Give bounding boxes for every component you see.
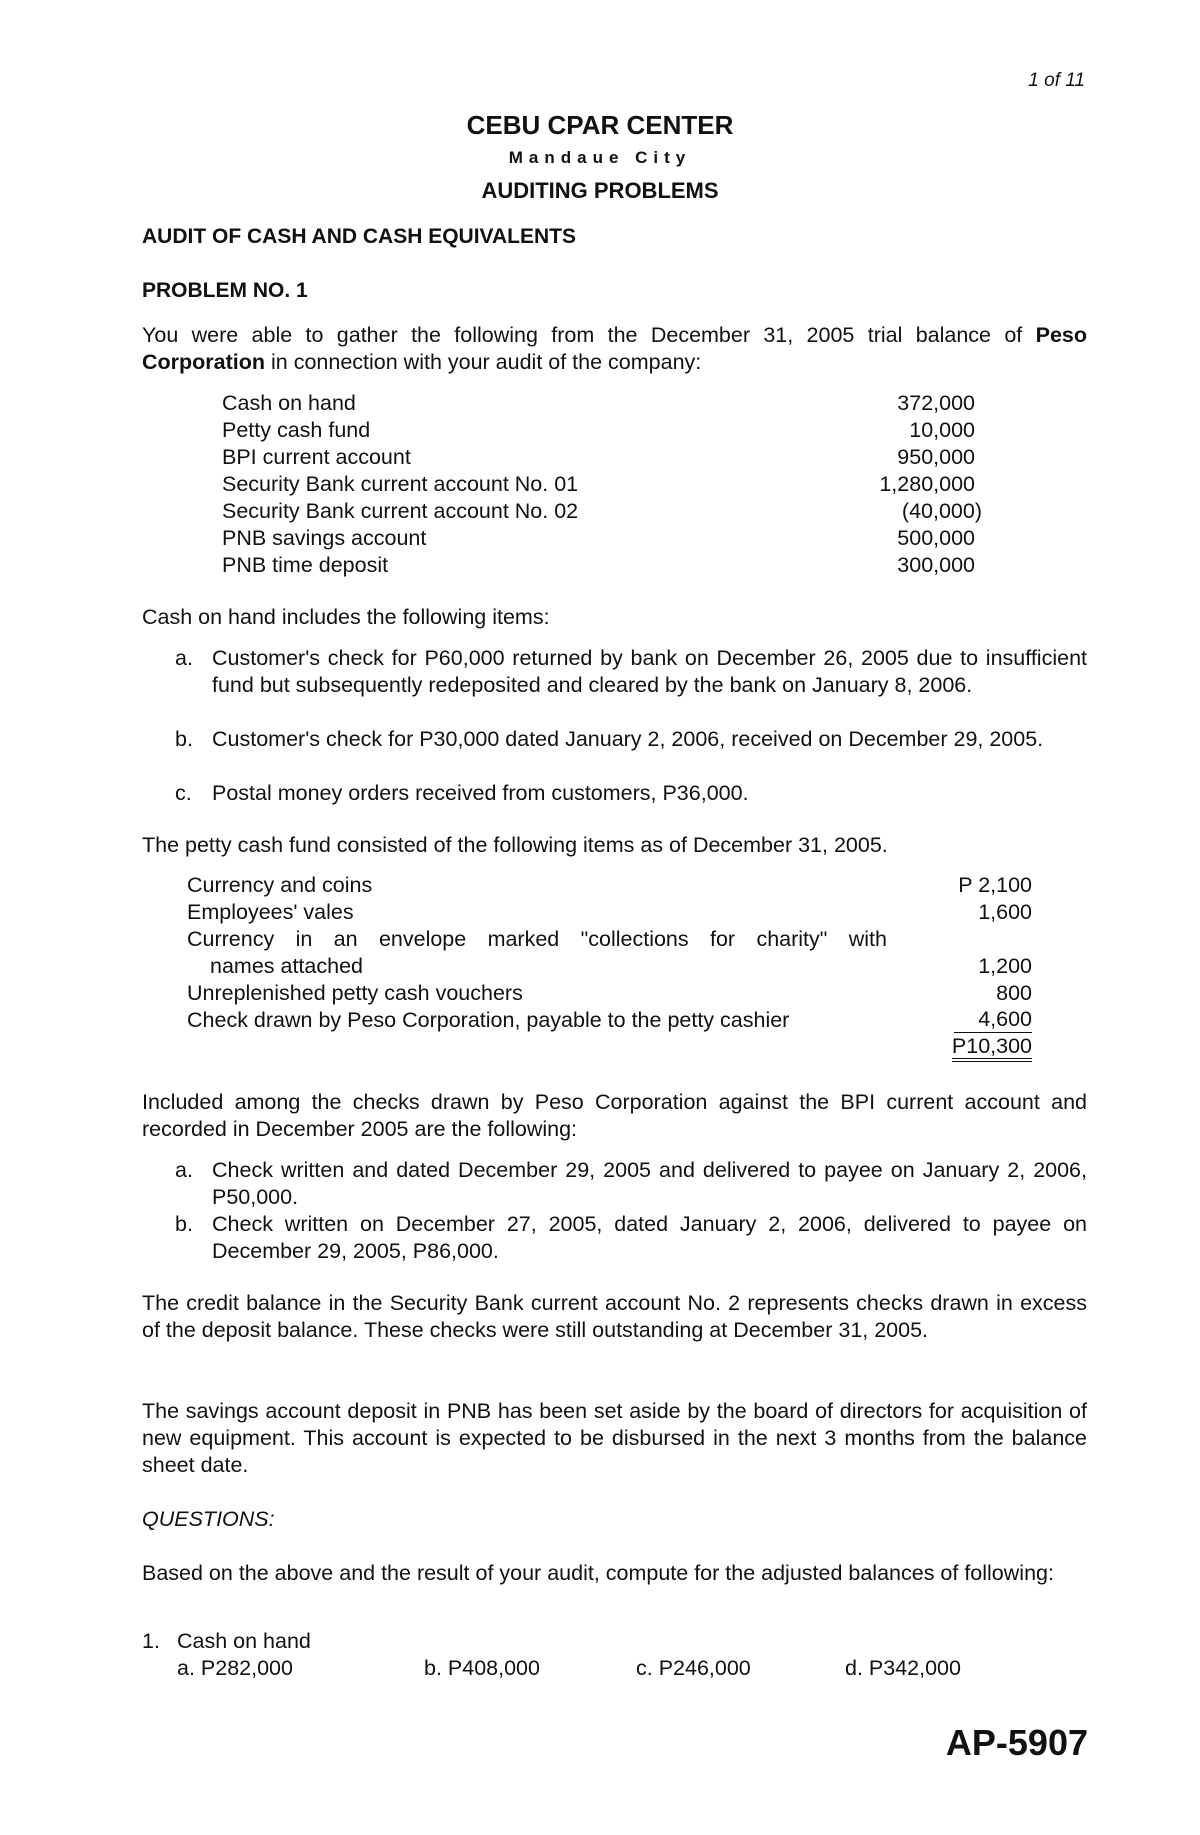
tb-amount: 500,000 xyxy=(897,526,975,550)
pc-amount: 1,200 xyxy=(978,954,1032,978)
tb-amount: 10,000 xyxy=(909,418,975,442)
tb-label: Security Bank current account No. 01 xyxy=(222,472,579,496)
pc-label: Currency and coins xyxy=(187,873,373,897)
section-title: AUDIT OF CASH AND CASH EQUIVALENTS xyxy=(142,225,577,248)
intro-after: in connection with your audit of the company: xyxy=(265,350,702,374)
choice-b: b. P408,000 xyxy=(424,1656,540,1680)
tb-label: Security Bank current account No. 02 xyxy=(222,499,579,523)
intro-before: You were able to gather the following from the December 31, 2005 trial balance of xyxy=(142,323,1036,347)
pc-total: P10,300 xyxy=(952,1034,1032,1062)
question-number: 1. xyxy=(142,1629,160,1653)
intro-paragraph xyxy=(142,322,1087,376)
tb-label: PNB time deposit xyxy=(222,553,389,577)
company-name: Peso Corporation xyxy=(142,323,1087,374)
tb-amount: 1,280,000 xyxy=(879,472,975,496)
tb-amount: (40,000) xyxy=(901,499,982,523)
pc-label: Employees' vales xyxy=(187,900,354,924)
item-text: Customer's check for P60,000 returned by bank on December 26, 2005 due to insufficient fund but subsequently redeposited and cleared by the bank on January 8, 2006. xyxy=(212,646,1087,697)
center-city: Mandaue City xyxy=(508,148,692,167)
pc-label: names attached xyxy=(210,954,363,978)
tb-label: PNB savings account xyxy=(222,526,427,550)
cash-on-hand-intro: Cash on hand includes the following items: xyxy=(142,605,550,629)
item-label: a. xyxy=(175,646,193,670)
pc-label: Unreplenished petty cash vouchers xyxy=(187,981,523,1005)
item-text: Check written on December 27, 2005, dated January 2, 2006, delivered to payee on December 29, 2005, P86,000. xyxy=(212,1212,1087,1263)
tb-label: Petty cash fund xyxy=(222,418,371,442)
question-text: Cash on hand xyxy=(177,1629,311,1653)
subject-title: AUDITING PROBLEMS xyxy=(481,178,719,203)
item-text: Customer's check for P30,000 dated January 2, 2006, received on December 29, 2005. xyxy=(212,727,1044,751)
center-name: CEBU CPAR CENTER xyxy=(466,110,734,140)
item-label: b. xyxy=(175,1212,193,1236)
choice-a: a. P282,000 xyxy=(177,1656,293,1680)
item-text: Check written and dated December 29, 2005 and delivered to payee on January 2, 2006, P50,000. xyxy=(212,1158,1087,1209)
tb-label: Cash on hand xyxy=(222,391,356,415)
item-label: b. xyxy=(175,727,193,751)
pc-label: Check drawn by Peso Corporation, payable to the petty cashier xyxy=(187,1008,790,1032)
pc-amount: 4,600 xyxy=(954,1007,1032,1033)
pc-amount: 1,600 xyxy=(978,900,1032,924)
questions-heading: QUESTIONS: xyxy=(142,1507,275,1531)
savings-note: The savings account deposit in PNB has been set aside by the board of directors for acquisition of new equipment. This account is expected to be disbursed in the next 3 months from the balance sheet date. xyxy=(142,1399,1087,1477)
tb-amount: 950,000 xyxy=(897,445,975,469)
document-code: AP-5907 xyxy=(945,1722,1088,1763)
petty-cash-intro: The petty cash fund consisted of the following items as of December 31, 2005. xyxy=(142,833,888,857)
page-number: 1 of 11 xyxy=(1028,70,1085,91)
tb-amount: 372,000 xyxy=(897,391,975,415)
problem-title: PROBLEM NO. 1 xyxy=(142,279,308,302)
item-label: c. xyxy=(175,781,192,805)
choice-c: c. P246,000 xyxy=(636,1656,751,1680)
item-text: Postal money orders received from customers, P36,000. xyxy=(212,781,749,805)
choice-d: d. P342,000 xyxy=(845,1656,961,1680)
item-label: a. xyxy=(175,1158,193,1182)
bpi-intro: Included among the checks drawn by Peso Corporation against the BPI current account and recorded in December 2005 are the following: xyxy=(142,1090,1087,1141)
security-bank-note: The credit balance in the Security Bank current account No. 2 represents checks drawn in excess of the deposit balance. These checks were still outstanding at December 31, 2005. xyxy=(142,1291,1087,1342)
tb-label: BPI current account xyxy=(222,445,411,469)
pc-amount: 800 xyxy=(996,981,1032,1005)
pc-label: Currency in an envelope marked "collections for charity" with xyxy=(187,927,887,951)
questions-intro: Based on the above and the result of your audit, compute for the adjusted balances of following: xyxy=(142,1561,1054,1585)
pc-amount: P 2,100 xyxy=(958,873,1032,897)
tb-amount: 300,000 xyxy=(897,553,975,577)
